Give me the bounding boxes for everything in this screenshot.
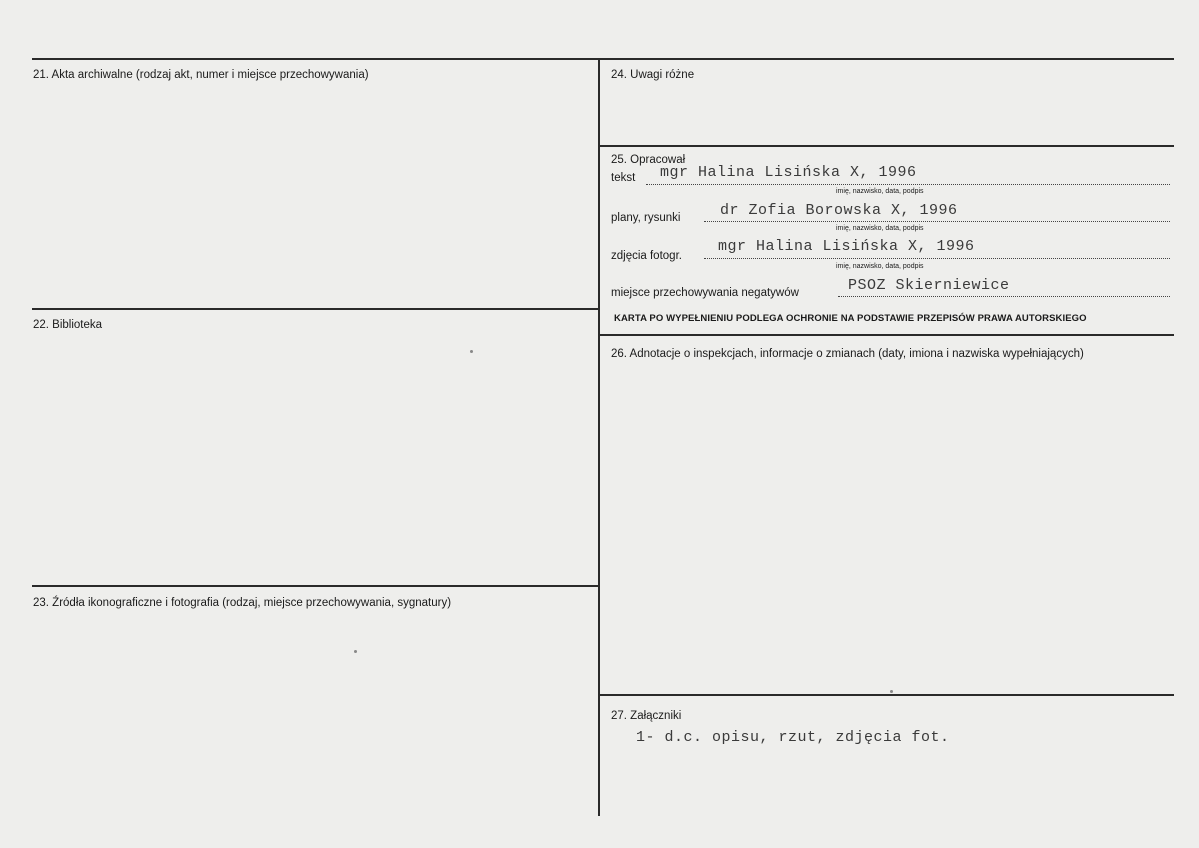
section-26-label: 26. Adnotacje o inspekcjach, informacje o zmianach (daty, imiona i nazwiska wypełniających): [611, 348, 1084, 360]
photos-author-line: [704, 258, 1170, 259]
section-25-label: 25. Opracował: [611, 154, 686, 166]
divider-22-23: [32, 585, 599, 587]
negatives-location-label: miejsce przechowywania negatywów: [611, 287, 799, 299]
attachments-value: 1- d.c. opisu, rzut, zdjęcia fot.: [636, 729, 950, 746]
divider-26-27: [599, 694, 1174, 696]
divider-25-26: [599, 334, 1174, 336]
section-23-label: 23. Źródła ikonograficzne i fotografia (rodzaj, miejsce przechowywania, sygnatury): [33, 597, 452, 609]
section-27-label: 27. Załączniki: [611, 710, 682, 722]
center-divider-line: [598, 58, 600, 816]
photos-author-label: zdjęcia fotogr.: [611, 250, 682, 262]
divider-24-25: [599, 145, 1174, 147]
negatives-location-value: PSOZ Skierniewice: [848, 277, 1010, 294]
paper-speck: [470, 350, 473, 353]
text-author-line: [646, 184, 1170, 185]
plans-author-value: dr Zofia Borowska X, 1996: [720, 202, 958, 219]
section-22-label: 22. Biblioteka: [33, 319, 103, 331]
plans-author-caption: imię, nazwisko, data, podpis: [836, 225, 924, 232]
text-author-value: mgr Halina Lisińska X, 1996: [660, 164, 917, 181]
section-21-label: 21. Akta archiwalne (rodzaj akt, numer i miejsce przechowywania): [33, 69, 369, 81]
photos-author-caption: imię, nazwisko, data, podpis: [836, 263, 924, 270]
text-author-caption: imię, nazwisko, data, podpis: [836, 188, 924, 195]
negatives-location-line: [838, 296, 1170, 297]
divider-21-22: [32, 308, 599, 310]
top-border-line: [32, 58, 1174, 60]
section-24-label: 24. Uwagi różne: [611, 69, 695, 81]
paper-speck: [890, 690, 893, 693]
plans-author-line: [704, 221, 1170, 222]
paper-speck: [354, 650, 357, 653]
photos-author-value: mgr Halina Lisińska X, 1996: [718, 238, 975, 255]
copyright-note: KARTA PO WYPEŁNIENIU PODLEGA OCHRONIE NA PODSTAWIE PRZEPISÓW PRAWA AUTORSKIEGO: [614, 313, 1087, 324]
plans-author-label: plany, rysunki: [611, 212, 681, 224]
text-author-label: tekst: [611, 172, 636, 184]
